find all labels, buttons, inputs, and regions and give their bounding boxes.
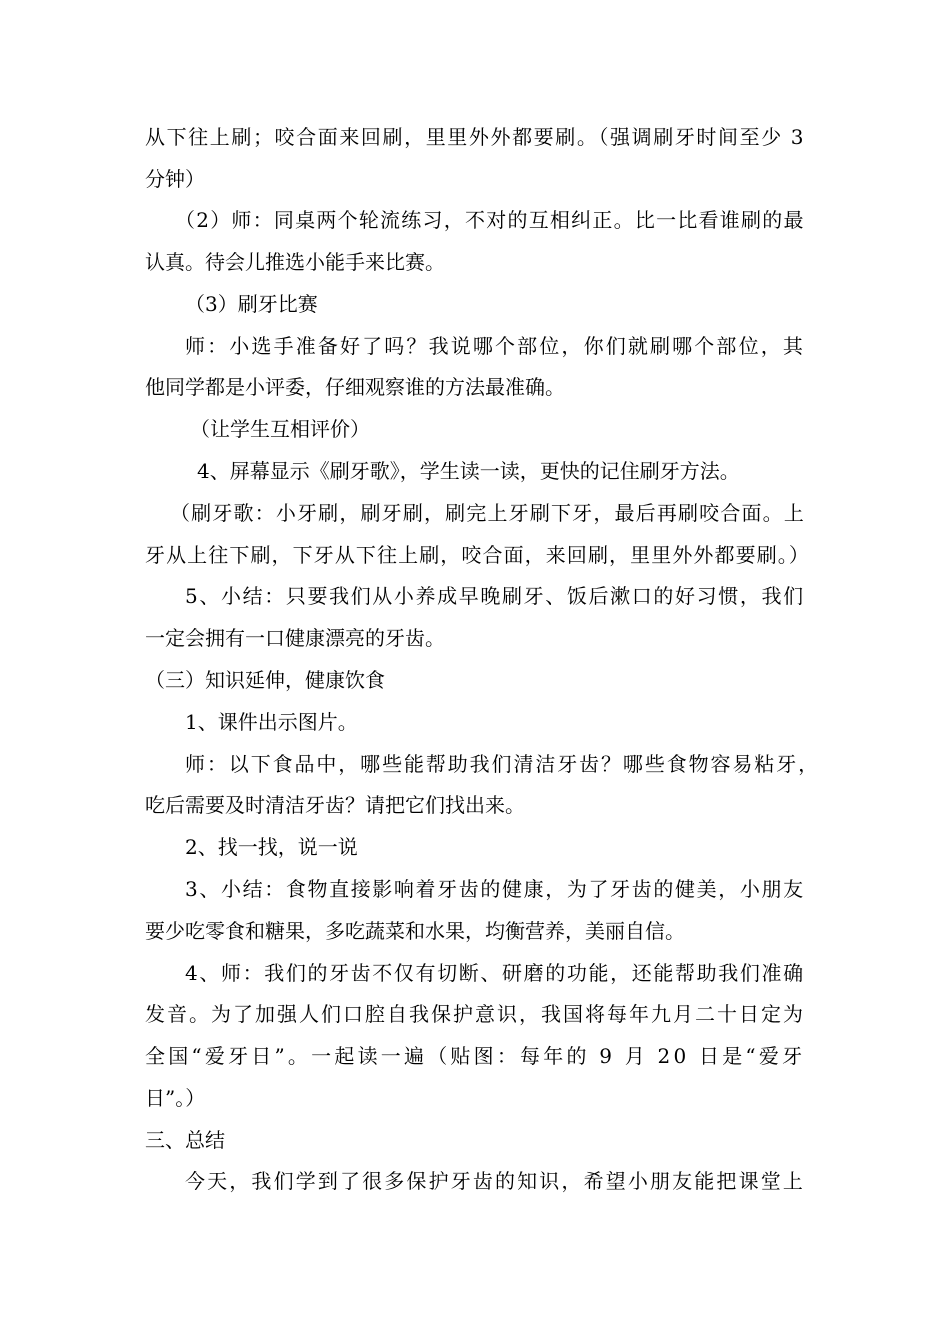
text-line-23: 全国“爱牙日”。一起读一遍（贴图：每年的 9 月 20 日是“爱牙 xyxy=(145,1044,806,1068)
text-line-5: （3）刷牙比赛 xyxy=(185,292,318,316)
text-line-9: 4、屏幕显示《刷牙歌》，学生读一读，更快的记住刷牙方法。 xyxy=(197,459,740,483)
text-line-6: 师：小选手准备好了吗？我说哪个部位，你们就刷哪个部位，其 xyxy=(185,334,805,358)
text-line-2: 分钟） xyxy=(145,167,205,191)
text-line-8: （让学生互相评价） xyxy=(190,417,370,441)
text-line-18: 2、找一找，说一说 xyxy=(185,835,358,859)
text-line-19: 3、小结：食物直接影响着牙齿的健康，为了牙齿的健美，小朋友 xyxy=(185,877,805,901)
text-line-11: 牙从上往下刷，下牙从下往上刷，咬合面，来回刷，里里外外都要刷。） xyxy=(145,543,810,567)
text-line-15: 1、课件出示图片。 xyxy=(185,710,358,734)
section-heading: 三、总结 xyxy=(145,1128,225,1152)
text-line-20: 要少吃零食和糖果，多吃蔬菜和水果，均衡营养，美丽自信。 xyxy=(145,919,685,943)
text-line-7: 他同学都是小评委，仔细观察谁的方法最准确。 xyxy=(145,375,565,399)
text-line-3: （2）师：同桌两个轮流练习，不对的互相纠正。比一比看谁刷的最 xyxy=(175,208,805,232)
text-line-16: 师：以下食品中，哪些能帮助我们清洁牙齿？哪些食物容易粘牙， xyxy=(185,752,820,776)
text-line-4: 认真。待会儿推选小能手来比赛。 xyxy=(145,250,445,274)
text-line-17: 吃后需要及时清洁牙齿？请把它们找出来。 xyxy=(145,793,525,817)
text-line-24: 日”。） xyxy=(145,1086,206,1110)
text-line-1: 从下往上刷；咬合面来回刷，里里外外都要刷。（强调刷牙时间至少 3 xyxy=(145,125,806,149)
text-line-26: 今天，我们学到了很多保护牙齿的知识，希望小朋友能把课堂上 xyxy=(185,1169,805,1193)
text-line-13: 一定会拥有一口健康漂亮的牙齿。 xyxy=(145,626,445,650)
text-line-21: 4、师：我们的牙齿不仅有切断、研磨的功能，还能帮助我们准确 xyxy=(185,961,805,985)
text-line-14: （三）知识延伸，健康饮食 xyxy=(145,668,385,692)
text-line-10: （刷牙歌：小牙刷，刷牙刷，刷完上牙刷下牙，最后再刷咬合面。上 xyxy=(170,501,805,525)
text-line-22: 发音。为了加强人们口腔自我保护意识，我国将每年九月二十日定为 xyxy=(145,1002,805,1026)
text-line-12: 5、小结：只要我们从小养成早晚刷牙、饭后漱口的好习惯，我们 xyxy=(185,584,805,608)
